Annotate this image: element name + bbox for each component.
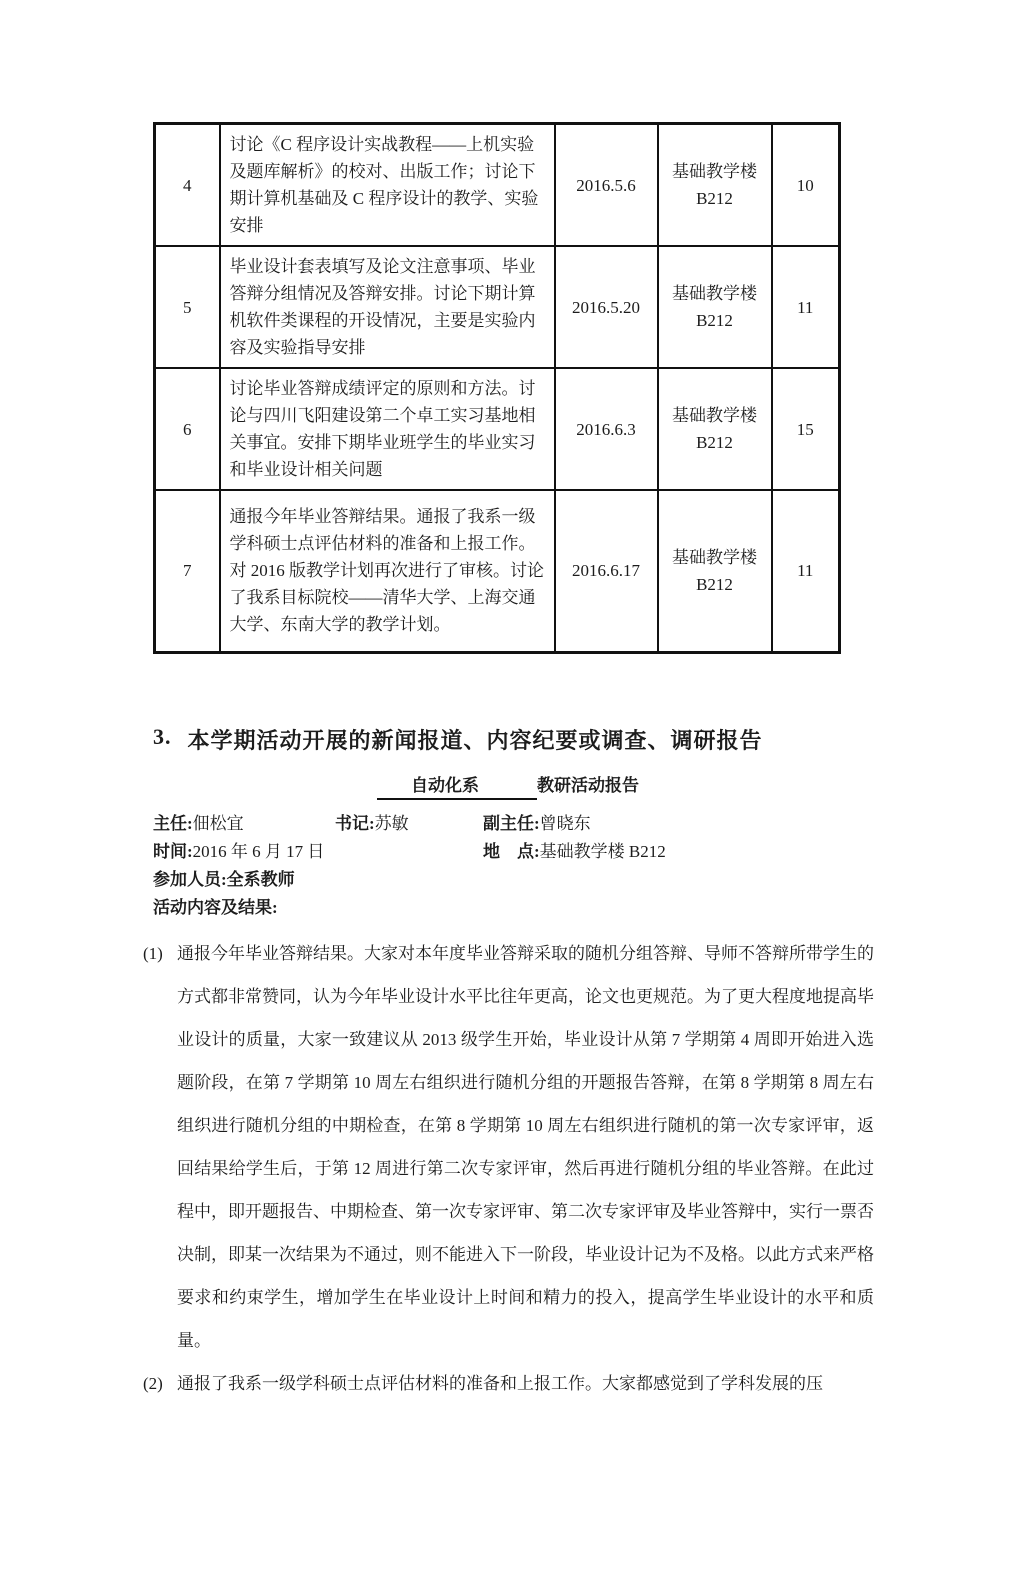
time-value: 2016 年 6 月 17 日 — [192, 841, 325, 861]
content-results-label: 活动内容及结果: — [153, 897, 278, 917]
activity-content: 通报今年毕业答辩结果。通报了我系一级学科硕士点评估材料的准备和上报工作。对 2016 版教学计划再次进行了审核。讨论了我系目标院校——清华大学、上海交通大学、东南大学的教学计划。 — [220, 490, 555, 652]
attendee-count: 15 — [772, 368, 840, 490]
row-number: 7 — [155, 490, 220, 652]
table-row — [155, 368, 840, 490]
table-row — [155, 246, 840, 368]
field-secretary — [335, 810, 483, 838]
table-row — [155, 124, 840, 247]
activity-date: 2016.6.3 — [555, 368, 658, 490]
meta-row-people — [153, 810, 883, 838]
activity-content: 毕业设计套表填写及论文注意事项、毕业答辩分组情况及答辩安排。讨论下期计算机软件类课程的开设情况，主要是实验内容及实验指导安排 — [220, 246, 555, 368]
activity-location: 基础教学楼 B212 — [658, 368, 772, 490]
item-marker: (2) — [143, 1373, 163, 1393]
secretary-label: 书记: — [335, 813, 375, 833]
table-row — [155, 490, 840, 652]
section-heading — [153, 724, 1024, 755]
row-number: 4 — [155, 124, 220, 247]
activity-location: 基础教学楼 B212 — [658, 124, 772, 247]
director-label: 主任: — [153, 813, 193, 833]
row-number: 6 — [155, 368, 220, 490]
field-time — [153, 838, 483, 866]
row-number: 5 — [155, 246, 220, 368]
item-marker: (1) — [143, 943, 163, 963]
list-item — [143, 932, 874, 1362]
department-name-underlined: 自动化系 — [377, 771, 537, 800]
activity-date: 2016.6.17 — [555, 490, 658, 652]
activity-table — [153, 122, 841, 654]
activity-content: 讨论《C 程序设计实战教程——上机实验及题库解析》的校对、出版工作；讨论下期计算机基础及 C 程序设计的教学、实验安排 — [220, 124, 555, 247]
item-text: 通报了我系一级学科硕士点评估材料的准备和上报工作。大家都感觉到了学科发展的压 — [177, 1373, 823, 1393]
deputy-label: 副主任: — [483, 813, 540, 833]
time-label: 时间: — [153, 841, 193, 861]
activity-location: 基础教学楼 B212 — [658, 490, 772, 652]
activity-date: 2016.5.20 — [555, 246, 658, 368]
activity-location: 基础教学楼 B212 — [658, 246, 772, 368]
list-item — [143, 1362, 874, 1405]
attendee-count: 10 — [772, 124, 840, 247]
field-participants — [153, 866, 295, 894]
section-title: 本学期活动开展的新闻报道、内容纪要或调查、调研报告 — [187, 727, 763, 753]
secretary-value: 苏敏 — [374, 813, 409, 833]
meta-row-participants — [153, 866, 883, 894]
attendee-count: 11 — [772, 490, 840, 652]
activity-results-list — [143, 932, 874, 1405]
participants-value: 全系教师 — [226, 869, 295, 889]
meta-row-content-label — [153, 894, 883, 922]
section-number: 3. — [153, 723, 172, 749]
participants-label: 参加人员: — [153, 869, 227, 889]
document-page — [0, 122, 1024, 1570]
field-deputy — [483, 810, 591, 838]
deputy-value: 曾晓东 — [539, 813, 591, 833]
report-meta — [153, 810, 883, 922]
field-place — [483, 838, 666, 866]
attendee-count: 11 — [772, 246, 840, 368]
place-value: 基础教学楼 B212 — [539, 841, 666, 861]
meta-row-time-place — [153, 838, 883, 866]
activity-content: 讨论毕业答辩成绩评定的原则和方法。讨论与四川飞阳建设第二个卓工实习基地相关事宜。安排下期毕业班学生的毕业实习和毕业设计相关问题 — [220, 368, 555, 490]
item-text: 通报今年毕业答辩结果。大家对本年度毕业答辩采取的随机分组答辩、导师不答辩所带学生的方式都非常赞同，认为今年毕业设计水平比往年更高，论文也更规范。为了更大程度地提高毕业设计的质量，大家一致建议从 2013 级学生开始，毕业设计从第 7 学期第 4 周即开始进入选题阶段，在第 7 学期第 10 周左右组织进行随机分组的开题报告答辩，在第 8 学期第 8 周左右组织进行随机分组的中期检查，在第 8 学期第 10 周左右组织进行随机的第一次专家评审，返回结果给学生后，于第 12 周进行第二次专家评审，然后再进行随机分组的毕业答辩。在此过程中，即开题报告、中期检查、第一次专家评审、第二次专家评审及毕业答辩中，实行一票否决制，即某一次结果为不通过，则不能进入下一阶段，毕业设计记为不及格。以此方式来严格要求和约束学生，增加学生在毕业设计上时间和精力的投入，提高学生毕业设计的水平和质量。 — [177, 943, 874, 1350]
report-title — [143, 771, 873, 800]
place-label: 地 点: — [483, 841, 540, 861]
report-title-rest: 教研活动报告 — [537, 775, 639, 795]
director-value: 佃松宜 — [192, 813, 244, 833]
activity-date: 2016.5.6 — [555, 124, 658, 247]
field-director — [153, 810, 335, 838]
